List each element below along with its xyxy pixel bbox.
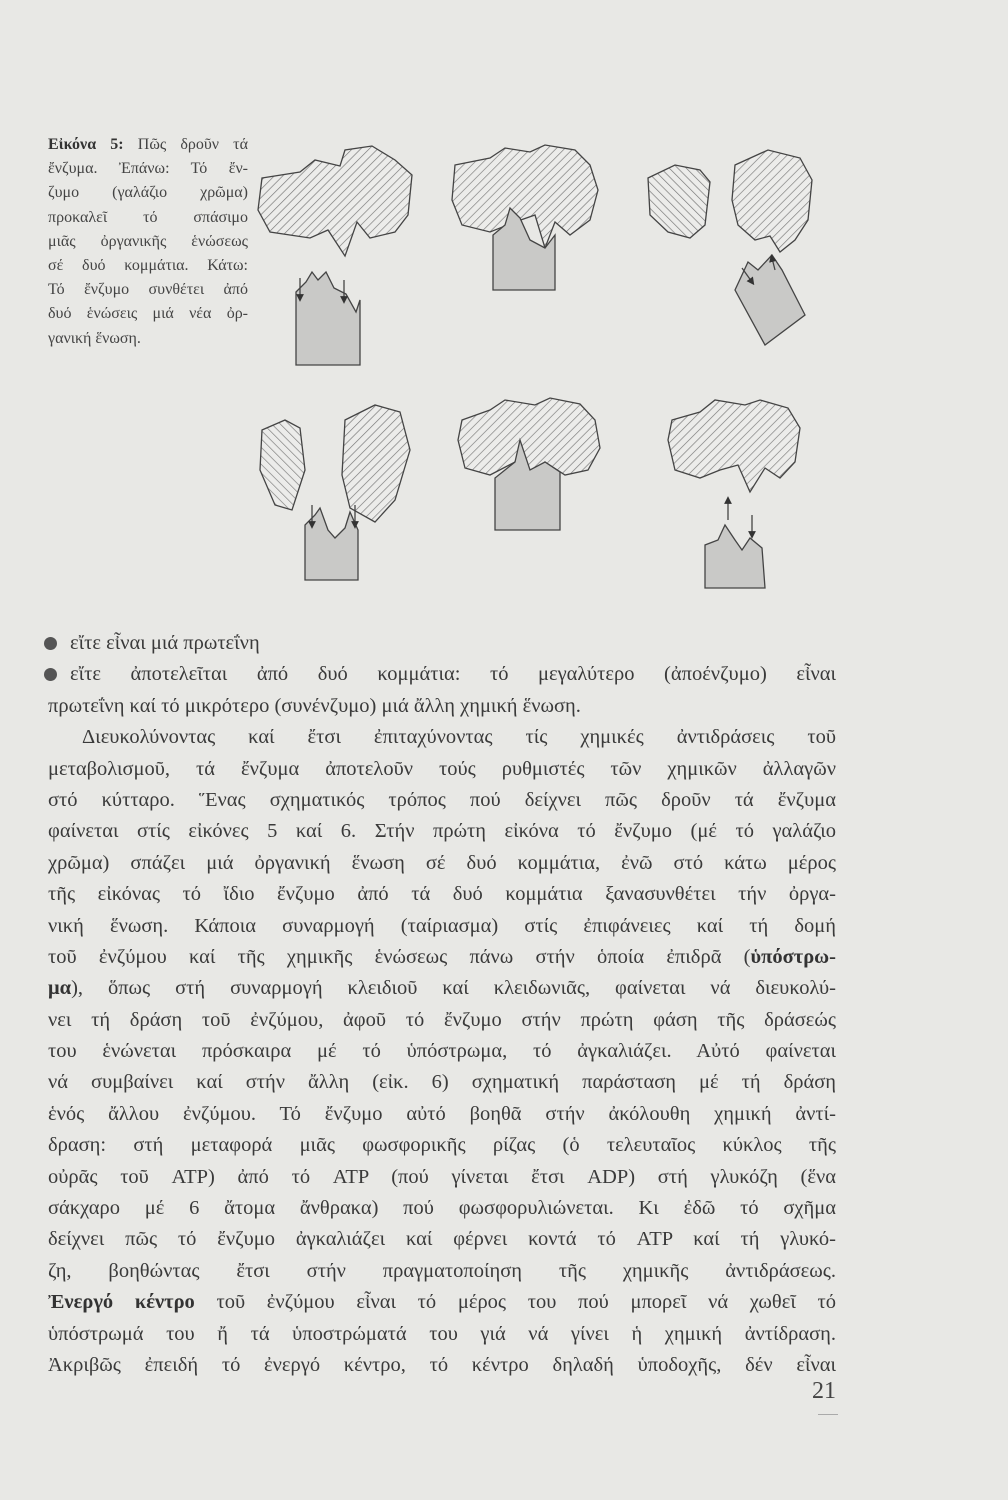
text-line: ζη, βοηθώντας ἔτσι στήν πραγματοποίηση τῆς χημικῆς ἀντιδράσεως. — [48, 1259, 836, 1282]
bullet-text: εἴτε ἀποτελεῖται ἀπό δυό κομμάτια: τό μεγαλύτερο (ἀποένζυμο) εἶναι — [70, 663, 836, 686]
bullet-item — [48, 628, 836, 659]
caption-label: Εἰκόνα 5: — [48, 136, 124, 153]
caption-line: δυό ἑνώσεις μιά νέα ὀρ- — [48, 305, 248, 323]
text-line: φαίνεται στίς εἰκόνες 5 καί 6. Στήν πρώτη εἰκόνα τό ἔνζυμο (μέ τό γαλάζιο — [48, 820, 836, 843]
caption-line: μιᾶς ὀργανικῆς ἑνώσεως — [48, 232, 248, 250]
text-segment: τοῦ ἐνζύμου εἶναι τό μέρος του πού μπορεῖ νά χωθεῖ τό — [194, 1291, 836, 1314]
enzyme-top-3 — [648, 150, 812, 345]
text-line: Ἀκριβῶς ἐπειδή τό ἐνεργό κέντρο, τό κέντρο δηλαδή ὑποδοχῆς, δέν εἶναι — [48, 1353, 836, 1376]
text-line — [48, 973, 836, 1004]
text-line: νική ἕνωση. Κάποια συναρμογή (ταίριασμα) στίς ἐπιφάνειες καί τή δομή — [48, 914, 836, 937]
text-line: χρῶμα) σπάζει μιά ὀργανική ἕνωση σέ δυό κομμάτια, ἐνῶ στό κάτω μέρος — [48, 851, 836, 874]
text-line: Διευκολύνοντας καί ἔτσι ἐπιταχύνοντας τίς χημικές ἀντιδράσεις τοῦ — [82, 726, 836, 749]
text-line: δείχνει πῶς τό ἔνζυμο ἀγκαλιάζει καί φέρνει κοντά τό ATP καί τή γλυκό- — [48, 1228, 836, 1251]
text-line: μεταβολισμοῦ, τά ἔνζυμα ἀποτελοῦν τούς ρυθμιστές τῶν χημικῶν ἀλλαγῶν — [48, 757, 836, 780]
text-line — [48, 1287, 836, 1318]
figure-caption — [48, 133, 248, 351]
body-text — [48, 628, 836, 1381]
text-line: ἑνός ἄλλου ἐνζύμου. Τό ἔνζυμο αὐτό βοηθᾶ στήν ἀκόλουθη χημική ἀντί- — [48, 1102, 836, 1125]
text-line: οὐρᾶς τοῦ ATP) ἀπό τό ATP (πού γίνεται ἔτσι ADP) στή γλυκόζη (ἕνα — [48, 1165, 836, 1188]
caption-line: Πῶς δροῦν τά — [123, 136, 248, 153]
bullet-item — [48, 659, 836, 690]
page-number: 21 — [812, 1378, 836, 1404]
bullet-dot-icon — [44, 637, 57, 650]
text-line: δραση: στή μεταφορά μιᾶς φωσφορικῆς ρίζας (ὁ τελευταῖος κύκλος τῆς — [48, 1134, 836, 1157]
text-line: νά συμβαίνει καί στήν ἄλλη (εἰκ. 6) σχηματική παράσταση μέ τή δράση — [48, 1071, 836, 1094]
text-line — [48, 942, 836, 973]
caption-line: ζυμο (γαλάζιο χρῶμα) — [48, 184, 248, 202]
term-substrate: ὑπόστρω- — [750, 945, 836, 968]
enzyme-top-2 — [452, 145, 598, 290]
text-line: ὑπόστρωμά του ἤ τά ὑποστρώματά του γιά νά γίνει ἡ χημική ἀντίδραση. — [48, 1322, 836, 1345]
text-line: σάκχαρο μέ 6 ἄτομα ἄνθρακα) πού φωσφορυλιώνεται. Κι ἐδῶ τό σχῆμα — [48, 1197, 836, 1220]
text-line: στό κύτταρο. Ἕνας σχηματικός τρόπος πού δείχνει πῶς δροῦν τά ἔνζυμα — [48, 788, 836, 811]
enzyme-bottom-3 — [668, 400, 800, 588]
text-line: τῆς εἰκόνας τό ἴδιο ἔνζυμο ἀπό τά δυό κομμάτια ξανασυνθέτει τήν ὀργα- — [48, 883, 836, 906]
enzyme-top-1 — [258, 146, 412, 365]
caption-line: προκαλεῖ τό σπάσιμο — [48, 208, 248, 226]
text-line: πρωτεΐνη καί τό μικρότερο (συνένζυμο) μιά ἄλλη χημική ἕνωση. — [48, 694, 581, 717]
caption-line: Τό ἔνζυμο συνθέτει ἀπό — [48, 281, 248, 299]
caption-line: ἔνζυμα. Ἐπάνω: Τό ἔν- — [48, 160, 248, 178]
bullet-dot-icon — [44, 668, 57, 681]
bullet-text: εἴτε εἶναι μιά πρωτεΐνη — [70, 632, 260, 654]
term-active-site: Ἐνεργό κέντρο — [48, 1291, 195, 1314]
enzyme-bottom-2 — [458, 398, 600, 530]
caption-line: σέ δυό κομμάτια. Κάτω: — [48, 257, 248, 275]
text-segment: ), ὅπως στή συναρμογή κλειδιοῦ καί κλειδωνιᾶς, φαίνεται νά διευκολύ- — [71, 977, 836, 1000]
text-line: νει τή δράση τοῦ ἐνζύμου, ἀφοῦ τό ἔνζυμο στήν πρώτη φάση τῆς δράσεώς — [48, 1008, 836, 1031]
term-substrate-end: μα — [48, 977, 72, 1000]
caption-line: γανική ἕνωση. — [48, 329, 141, 347]
enzyme-bottom-1 — [260, 405, 410, 580]
page-number-rule — [818, 1414, 838, 1415]
text-line: του ἑνώνεται πρόσκαιρα μέ τό ὑπόστρωμα, τό ἀγκαλιάζει. Αὐτό φαίνεται — [48, 1040, 836, 1063]
text-segment: τοῦ ἐνζύμου καί τῆς χημικῆς ἑνώσεως πάνω στήν ὁποία ἐπιδρᾶ ( — [48, 945, 751, 968]
